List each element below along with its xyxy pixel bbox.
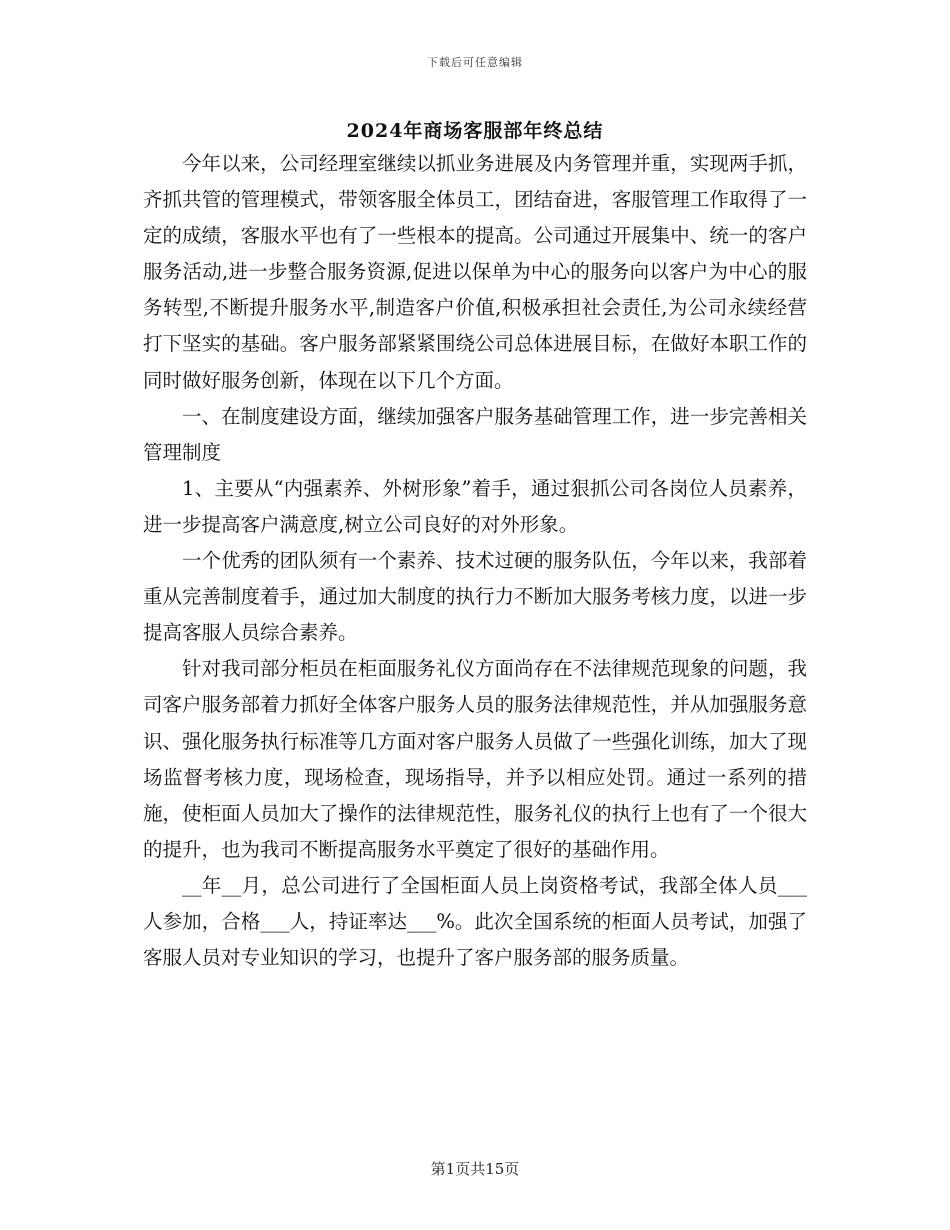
page-number: 第1页共15页 xyxy=(430,1160,520,1178)
paragraph-exam: __年__月，总公司进行了全国柜面人员上岗资格考试，我部全体人员___人参加，合格___人，持证率达___%。此次全国系统的柜面人员考试，加强了客服人员对专业知识的学习，也提升了客户服务部的服务质量。 xyxy=(143,873,807,970)
header-note: 下载后可任意编辑 xyxy=(427,56,523,69)
paragraph-point-1: 1、主要从“内强素养、外树形象”着手，通过狠抓公司各岗位人员素养，进一步提高客户满意度,树立公司良好的对外形象。 xyxy=(143,476,807,536)
paragraph-team: 一个优秀的团队须有一个素养、技术过硬的服务队伍，今年以来，我部着重从完善制度着手，通过加大制度的执行力不断加大服务考核力度，以进一步提高客服人员综合素养。 xyxy=(143,549,807,645)
document-title: 2024年商场客服部年终总结 xyxy=(346,120,604,142)
document-body xyxy=(143,146,807,976)
paragraph-section-heading: 一、在制度建设方面，继续加强客户服务基础管理工作，进一步完善相关管理制度 xyxy=(143,404,807,464)
paragraph-etiquette: 针对我司部分柜员在柜面服务礼仪方面尚存在不法律规范现象的问题，我司客户服务部着力抓好全体客户服务人员的服务法律规范性，并从加强服务意识、强化服务执行标准等几方面对客户服务人员做了一些强化训练，加大了现场监督考核力度，现场检查，现场指导，并予以相应处罚。通过一系列的措施，使柜面人员加大了操作的法律规范性，服务礼仪的执行上也有了一个很大的提升，也为我司不断提高服务水平奠定了很好的基础作用。 xyxy=(143,657,807,861)
paragraph-intro: 今年以来，公司经理室继续以抓业务进展及内务管理并重，实现两手抓，齐抓共管的管理模式，带领客服全体员工，团结奋进，客服管理工作取得了一定的成绩，客服水平也有了一些根本的提高。公司通过开展集中、统一的客户服务活动,进一步整合服务资源,促进以保单为中心的服务向以客户为中心的服务转型,不断提升服务水平,制造客户价值,积极承担社会责任,为公司永续经营打下坚实的基础。客户服务部紧紧围绕公司总体进展目标，在做好本职工作的同时做好服务创新，体现在以下几个方面。 xyxy=(143,152,807,392)
